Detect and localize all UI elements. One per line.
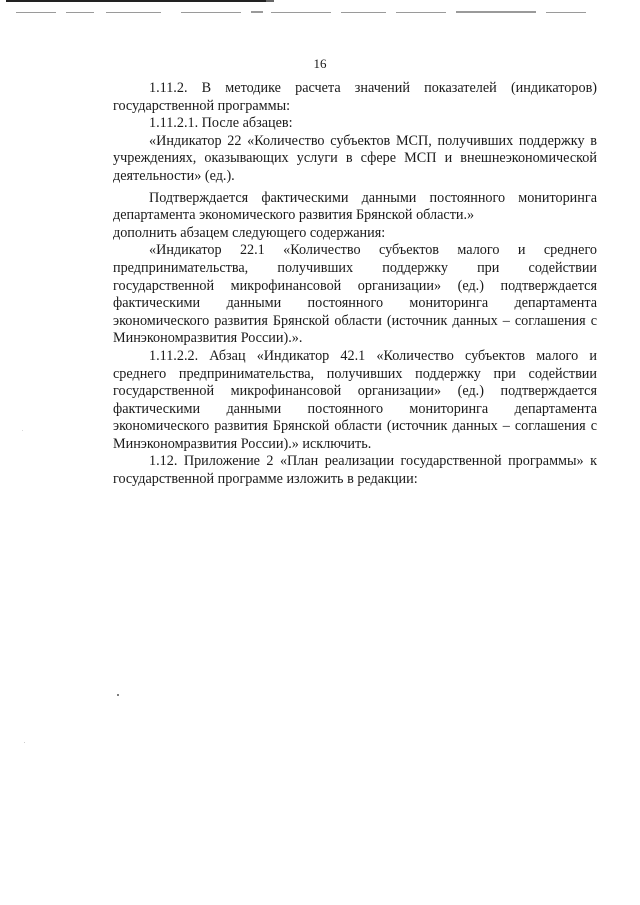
page-number: 16 — [313, 56, 327, 71]
scan-speck — [24, 742, 25, 743]
scan-speck — [117, 694, 119, 696]
paragraph: 1.12. Приложение 2 «План реализации государственной программы» к государственной программе изложить в редакции: — [113, 453, 597, 488]
paragraph: «Индикатор 22.1 «Количество субъектов малого и среднего предпринимательства, получивших поддержку при содействии государственной микрофинансовой организации» (ед.) подтверждается фактическими данными постоянного мониторинга департамента экономического развития Брянской области (источник данных – соглашения с Минэкономразвития России).». — [113, 242, 597, 347]
paragraph: «Индикатор 22 «Количество субъектов МСП, получивших поддержку в учреждениях, оказывающих услуги в сфере МСП и внешнеэкономической деятельности» (ед.). — [113, 132, 597, 184]
paragraph: 1.11.2. В методике расчета значений показателей (индикаторов) государственной программы: — [113, 80, 597, 114]
paragraph: Подтверждается фактическими данными постоянного мониторинга департамента экономического развития Брянской области.» — [113, 189, 597, 224]
paragraph: дополнить абзацем следующего содержания: — [113, 224, 386, 241]
paragraph: 1.11.2.1. После абзацев: — [149, 115, 293, 132]
scan-speck — [22, 430, 23, 431]
document-body — [113, 80, 597, 489]
paragraph: 1.11.2.2. Абзац «Индикатор 42.1 «Количество субъектов малого и среднего предпринимательства, получивших поддержку при содействии государственной микрофинансовой организации» (ед.) подтверждается фактическими данными постоянного мониторинга департамента экономического развития Брянской области (источник данных – соглашения с Минэкономразвития России).» исключить. — [113, 347, 597, 452]
scan-header-artifact — [6, 0, 606, 20]
